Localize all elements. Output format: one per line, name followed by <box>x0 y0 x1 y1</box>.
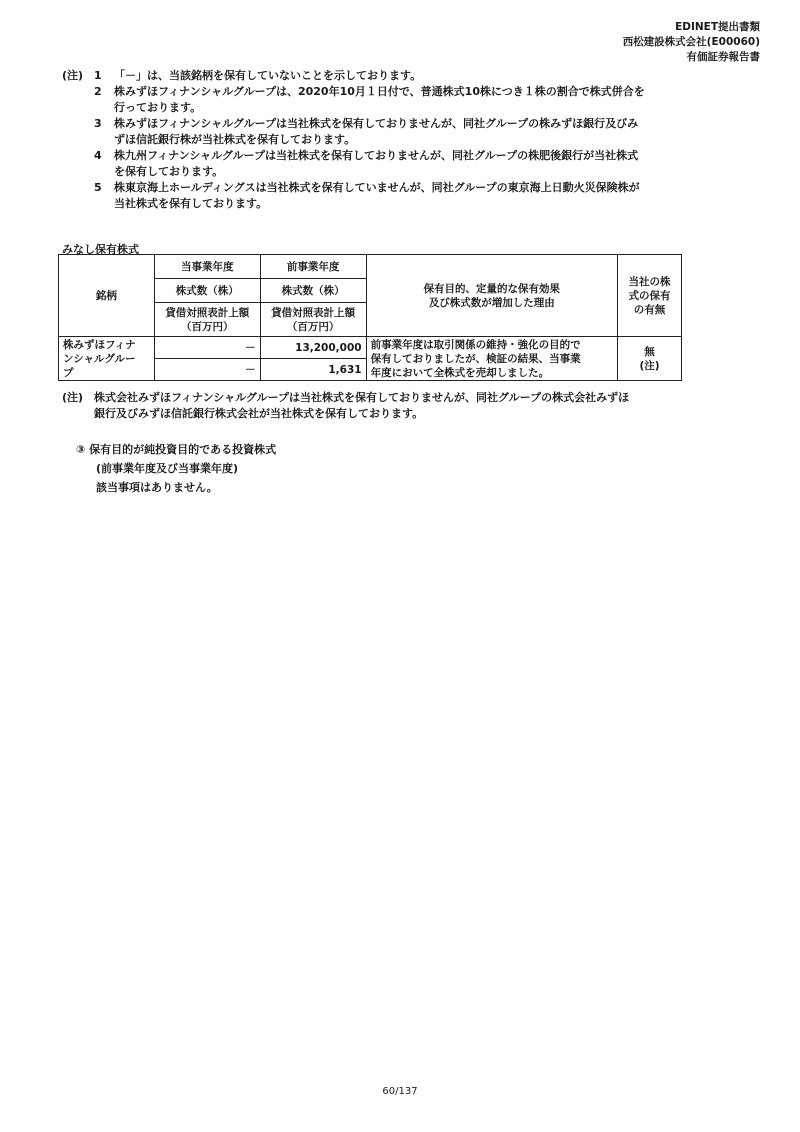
subsection <box>76 440 276 497</box>
table-note-label: (注) <box>62 391 84 404</box>
header-amount-previous: 貸借対照表計上額 （百万円） <box>260 303 366 337</box>
notes-list <box>62 68 702 212</box>
header-purpose: 保有目的、定量的な保有効果 及び株式数が増加した理由 <box>366 255 617 337</box>
header-company: 西松建設株式会社(E00060) <box>622 36 760 48</box>
page-number: 60/137 <box>382 1086 418 1097</box>
table-note-text: 株式会社みずほフィナンシャルグループは当社株式を保有しておりませんが、同社グループの株式会社みずほ 銀行及びみずほ信託銀行株式会社が当社株式を保有しております。 <box>94 391 630 420</box>
deemed-holdings-table <box>58 254 682 381</box>
note-item <box>62 116 702 148</box>
note-number: 3 <box>94 117 102 130</box>
note-label: (注) <box>62 69 84 82</box>
note-item <box>62 180 702 212</box>
note-item <box>62 68 702 84</box>
document-header <box>623 20 760 65</box>
header-report-type: 有価証券報告書 <box>686 51 760 63</box>
note-item <box>62 148 702 180</box>
cell-current-amount: － <box>154 359 260 381</box>
table-note <box>62 390 742 422</box>
note-text: 株東京海上ホールディングスは当社株式を保有していませんが、同社グループの東京海上日動火災保険株が 当社株式を保有しております。 <box>114 181 640 210</box>
header-previous-year: 前事業年度 <box>260 255 366 279</box>
header-holding: 当社の株 式の保有 の有無 <box>618 255 682 337</box>
header-current-year: 当事業年度 <box>154 255 260 279</box>
note-number: 4 <box>94 149 102 162</box>
header-amount-current: 貸借対照表計上額 （百万円） <box>154 303 260 337</box>
header-name: 銘柄 <box>59 255 155 337</box>
note-number: 2 <box>94 85 102 98</box>
header-shares-current: 株式数（株） <box>154 279 260 303</box>
header-shares-previous: 株式数（株） <box>260 279 366 303</box>
note-number: 1 <box>94 69 102 82</box>
subsection-body: 該当事項はありません。 <box>96 481 218 494</box>
cell-purpose: 前事業年度は取引関係の維持・強化の目的で 保有しておりましたが、検証の結果、当事業 年度において全株式を売却しました。 <box>366 337 617 381</box>
cell-current-shares: － <box>154 337 260 359</box>
subsection-period: (前事業年度及び当事業年度) <box>96 462 239 475</box>
cell-previous-amount: 1,631 <box>260 359 366 381</box>
note-text: 株九州フィナンシャルグループは当社株式を保有しておりませんが、同社グループの株肥後銀行が当社株式 を保有しております。 <box>114 149 639 178</box>
note-number: 5 <box>94 181 102 194</box>
row-name: 株みずほフィナ ンシャルグルー プ <box>59 337 155 381</box>
subsection-title: ③ 保有目的が純投資目的である投資株式 <box>76 443 277 456</box>
note-text: 株みずほフィナンシャルグループは当社株式を保有しておりませんが、同社グループの株みずほ銀行及びみ ずほ信託銀行株が当社株式を保有しております。 <box>114 117 639 146</box>
note-text: 「－」は、当該銘柄を保有していないことを示しております。 <box>114 69 422 82</box>
note-item <box>62 84 702 116</box>
section-title: みなし保有株式 <box>62 243 139 256</box>
header-filing-type: EDINET提出書類 <box>675 21 760 33</box>
note-text: 株みずほフィナンシャルグループは、2020年10月１日付で、普通株式10株につき１株の割合で株式併合を 行っております。 <box>114 85 645 114</box>
cell-previous-shares: 13,200,000 <box>260 337 366 359</box>
cell-holding: 無 (注) <box>618 337 682 381</box>
